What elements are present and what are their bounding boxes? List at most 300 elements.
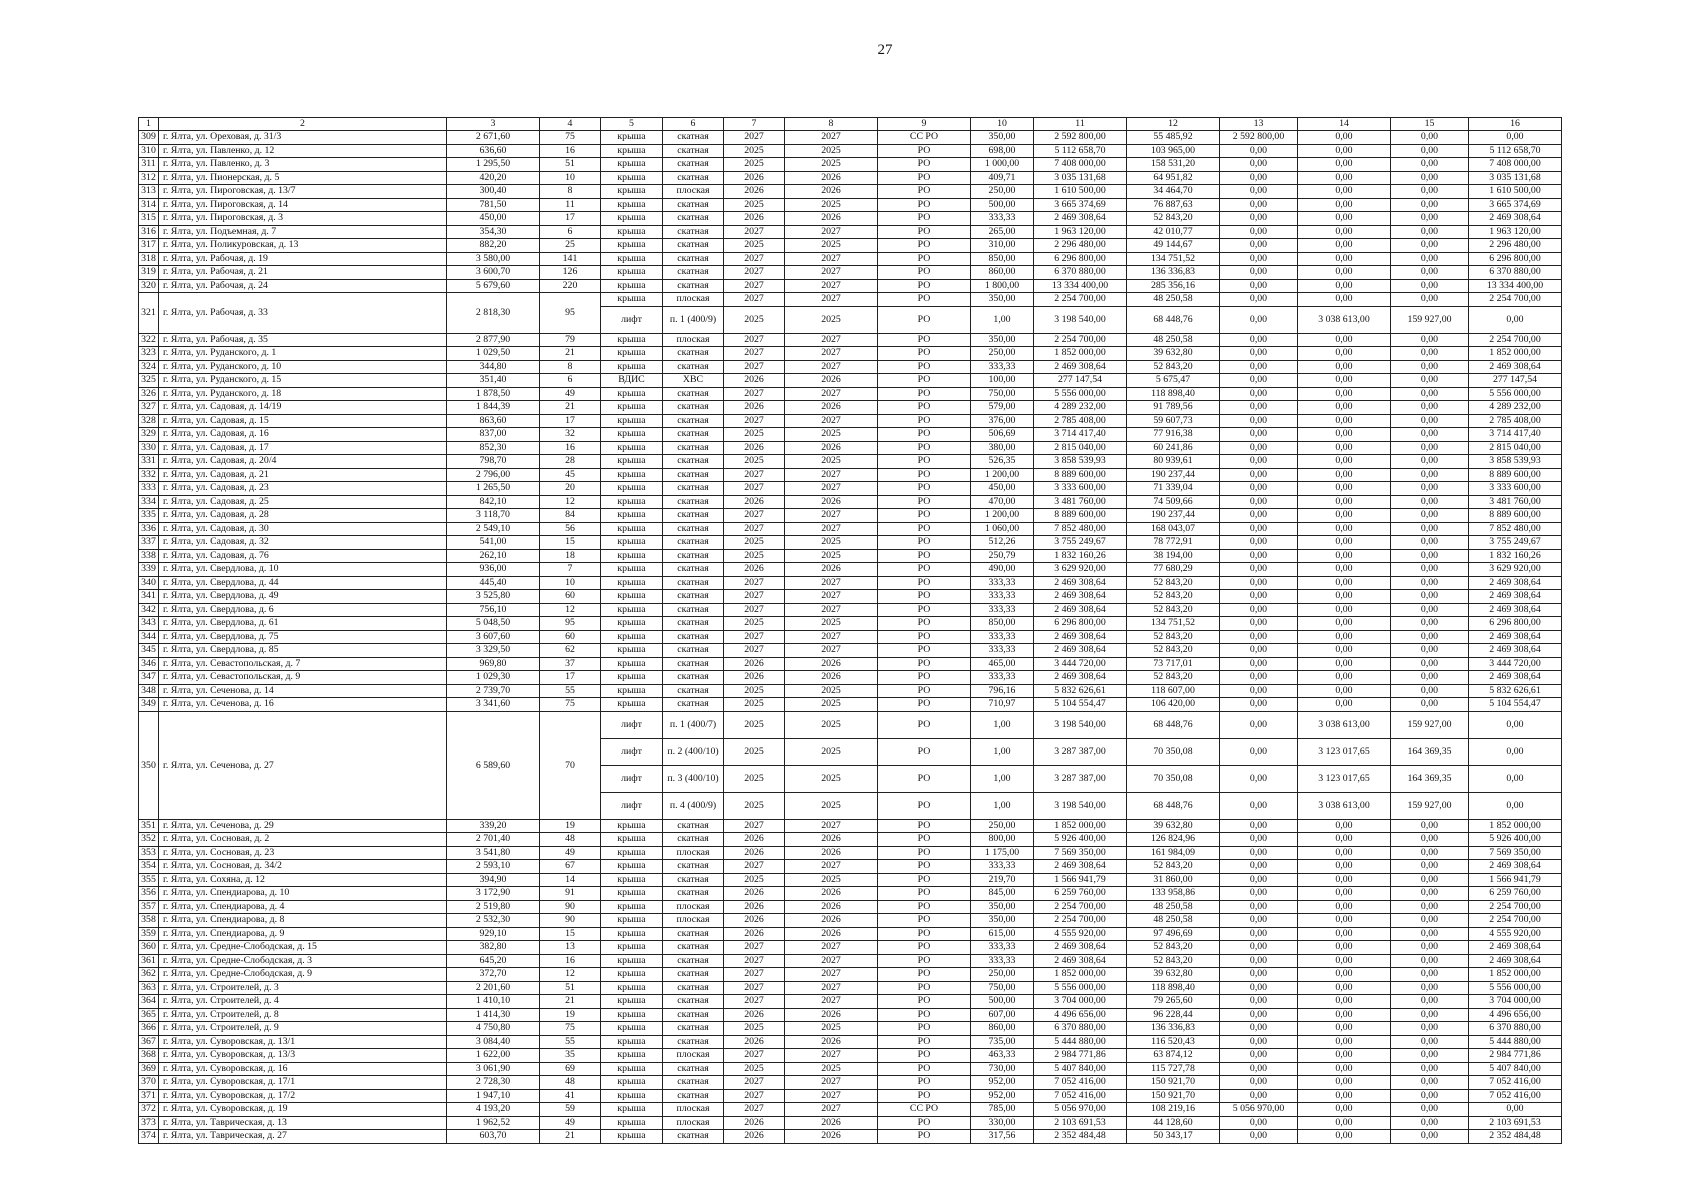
- table-cell: 136 336,83: [1127, 266, 1220, 280]
- table-cell: 1 844,39: [447, 401, 540, 415]
- table-cell: г. Ялта, ул. Спендиарова, д. 10: [159, 887, 447, 901]
- table-cell: 0,00: [1391, 522, 1469, 536]
- table-cell: 8 889 600,00: [1034, 509, 1127, 523]
- table-cell: г. Ялта, ул. Свердлова, д. 85: [159, 644, 447, 658]
- table-cell: РО: [878, 252, 971, 266]
- table-cell: 2025: [724, 738, 785, 765]
- table-cell: скатная: [663, 468, 724, 482]
- table-cell: 357: [139, 900, 159, 914]
- table-cell: 10: [540, 576, 601, 590]
- table-cell: 0,00: [1220, 158, 1298, 172]
- table-cell: 0,00: [1298, 941, 1391, 955]
- table-cell: 0,00: [1298, 266, 1391, 280]
- table-cell: 51: [540, 981, 601, 995]
- table-cell: 0,00: [1298, 576, 1391, 590]
- table-cell: 3 665 374,69: [1034, 198, 1127, 212]
- table-cell: 0,00: [1220, 414, 1298, 428]
- table-cell: 3 714 417,40: [1034, 428, 1127, 442]
- table-cell: 850,00: [971, 617, 1034, 631]
- table-cell: г. Ялта, ул. Суворовская, д. 13/1: [159, 1035, 447, 1049]
- table-cell: РО: [878, 576, 971, 590]
- table-cell: г. Ялта, ул. Ореховая, д. 31/3: [159, 131, 447, 145]
- table-cell: 0,00: [1220, 536, 1298, 550]
- table-cell: РО: [878, 441, 971, 455]
- table-cell: 334: [139, 495, 159, 509]
- table-cell: РО: [878, 792, 971, 819]
- table-cell: РО: [878, 482, 971, 496]
- table-cell: 0,00: [1220, 765, 1298, 792]
- table-row: [139, 185, 1562, 199]
- table-cell: 118 607,00: [1127, 684, 1220, 698]
- table-cell: 0,00: [1391, 144, 1469, 158]
- table-cell: 323: [139, 347, 159, 361]
- table-cell: 0,00: [1220, 468, 1298, 482]
- table-cell: 0,00: [1220, 428, 1298, 442]
- table-cell: 2027: [724, 954, 785, 968]
- table-row: [139, 684, 1562, 698]
- table-cell: 5 056 970,00: [1034, 1103, 1127, 1117]
- table-cell: 2027: [785, 941, 878, 955]
- table-cell: 325: [139, 374, 159, 388]
- table-cell: 78 772,91: [1127, 536, 1220, 550]
- table-cell: скатная: [663, 387, 724, 401]
- table-cell: крыша: [601, 860, 663, 874]
- table-cell: 4 289 232,00: [1034, 401, 1127, 415]
- table-cell: 0,00: [1220, 860, 1298, 874]
- table-cell: 150 921,70: [1127, 1076, 1220, 1090]
- table-cell: 450,00: [447, 212, 540, 226]
- table-cell: 265,00: [971, 225, 1034, 239]
- table-cell: 2 254 700,00: [1034, 293, 1127, 307]
- table-cell: 860,00: [971, 1022, 1034, 1036]
- table-cell: 0,00: [1391, 873, 1469, 887]
- table-cell: крыша: [601, 212, 663, 226]
- table-cell: 2026: [785, 171, 878, 185]
- table-cell: г. Ялта, ул. Руданского, д. 1: [159, 347, 447, 361]
- table-cell: 2025: [724, 792, 785, 819]
- table-cell: 7 052 416,00: [1469, 1089, 1562, 1103]
- table-cell: 16: [540, 954, 601, 968]
- table-cell: 316: [139, 225, 159, 239]
- table-cell: 3 198 540,00: [1034, 306, 1127, 333]
- table-cell: 52 843,20: [1127, 212, 1220, 226]
- table-cell: 2026: [724, 1035, 785, 1049]
- table-cell: крыша: [601, 266, 663, 280]
- table-cell: крыша: [601, 401, 663, 415]
- table-cell: крыша: [601, 252, 663, 266]
- table-cell: 376,00: [971, 414, 1034, 428]
- table-cell: 60: [540, 590, 601, 604]
- table-cell: 0,00: [1298, 981, 1391, 995]
- table-cell: 526,35: [971, 455, 1034, 469]
- table-cell: 6 370 880,00: [1469, 266, 1562, 280]
- table-cell: крыша: [601, 644, 663, 658]
- table-cell: РО: [878, 671, 971, 685]
- table-cell: 350: [139, 711, 159, 819]
- table-cell: 90: [540, 914, 601, 928]
- table-cell: 0,00: [1220, 1008, 1298, 1022]
- table-cell: 161 984,09: [1127, 846, 1220, 860]
- table-cell: 2025: [724, 198, 785, 212]
- table-cell: 0,00: [1298, 1130, 1391, 1144]
- table-cell: 0,00: [1298, 239, 1391, 253]
- table-cell: 91: [540, 887, 601, 901]
- table-cell: 126 824,96: [1127, 833, 1220, 847]
- table-row: [139, 333, 1562, 347]
- table-cell: 63 874,12: [1127, 1049, 1220, 1063]
- table-cell: 250,00: [971, 347, 1034, 361]
- table-cell: 0,00: [1220, 873, 1298, 887]
- table-cell: РО: [878, 536, 971, 550]
- table-cell: крыша: [601, 954, 663, 968]
- table-cell: скатная: [663, 698, 724, 712]
- table-cell: 0,00: [1220, 1062, 1298, 1076]
- table-cell: 333,33: [971, 671, 1034, 685]
- table-cell: 1 610 500,00: [1469, 185, 1562, 199]
- table-cell: 333,33: [971, 590, 1034, 604]
- table-cell: 0,00: [1220, 1022, 1298, 1036]
- table-cell: 311: [139, 158, 159, 172]
- table-cell: 1,00: [971, 738, 1034, 765]
- table-cell: г. Ялта, ул. Средне-Слободская, д. 15: [159, 941, 447, 955]
- table-cell: 2027: [785, 225, 878, 239]
- table-cell: РО: [878, 144, 971, 158]
- table-cell: 0,00: [1391, 1116, 1469, 1130]
- table-cell: СС РО: [878, 1103, 971, 1117]
- table-cell: 356: [139, 887, 159, 901]
- table-cell: 506,69: [971, 428, 1034, 442]
- table-cell: 2027: [785, 590, 878, 604]
- table-cell: скатная: [663, 833, 724, 847]
- table-cell: 2026: [724, 185, 785, 199]
- table-cell: 0,00: [1298, 441, 1391, 455]
- table-cell: 0,00: [1298, 401, 1391, 415]
- table-cell: 340: [139, 576, 159, 590]
- table-cell: 0,00: [1298, 279, 1391, 293]
- table-cell: скатная: [663, 819, 724, 833]
- table-cell: 75: [540, 131, 601, 145]
- table-cell: 0,00: [1298, 1116, 1391, 1130]
- table-cell: 52 843,20: [1127, 360, 1220, 374]
- table-cell: скатная: [663, 482, 724, 496]
- table-cell: РО: [878, 1022, 971, 1036]
- table-cell: 0,00: [1220, 941, 1298, 955]
- table-cell: 21: [540, 995, 601, 1009]
- table-cell: 0,00: [1298, 333, 1391, 347]
- table-cell: г. Ялта, ул. Сосновая, д. 34/2: [159, 860, 447, 874]
- table-cell: СС РО: [878, 131, 971, 145]
- table-cell: 2027: [785, 1089, 878, 1103]
- table-cell: 3 287 387,00: [1034, 765, 1127, 792]
- table-cell: 2027: [724, 279, 785, 293]
- document-sheet: [138, 117, 1562, 1144]
- table-cell: г. Ялта, ул. Садовая, д. 15: [159, 414, 447, 428]
- table-cell: 31 860,00: [1127, 873, 1220, 887]
- table-cell: скатная: [663, 252, 724, 266]
- table-cell: г. Ялта, ул. Суворовская, д. 13/3: [159, 1049, 447, 1063]
- table-cell: 84: [540, 509, 601, 523]
- table-cell: РО: [878, 212, 971, 226]
- table-cell: 1 200,00: [971, 468, 1034, 482]
- table-cell: 2025: [724, 158, 785, 172]
- table-cell: 0,00: [1391, 576, 1469, 590]
- table-cell: 2 254 700,00: [1469, 900, 1562, 914]
- table-cell: 136 336,83: [1127, 1022, 1220, 1036]
- table-cell: 2027: [785, 131, 878, 145]
- table-cell: скатная: [663, 347, 724, 361]
- table-cell: 2 469 308,64: [1034, 576, 1127, 590]
- column-header: 11: [1034, 118, 1127, 131]
- table-cell: 2027: [785, 468, 878, 482]
- table-cell: 2026: [785, 1035, 878, 1049]
- table-cell: 2026: [724, 833, 785, 847]
- table-cell: скатная: [663, 536, 724, 550]
- table-cell: 2 296 480,00: [1469, 239, 1562, 253]
- table-cell: плоская: [663, 333, 724, 347]
- table-cell: РО: [878, 846, 971, 860]
- table-cell: крыша: [601, 509, 663, 523]
- table-cell: 59: [540, 1103, 601, 1117]
- table-cell: 0,00: [1298, 1022, 1391, 1036]
- table-cell: г. Ялта, ул. Подъемная, д. 7: [159, 225, 447, 239]
- table-cell: 607,00: [971, 1008, 1034, 1022]
- table-cell: скатная: [663, 509, 724, 523]
- table-cell: РО: [878, 563, 971, 577]
- table-cell: 333,33: [971, 941, 1034, 955]
- table-cell: 4 555 920,00: [1469, 927, 1562, 941]
- table-cell: 0,00: [1220, 144, 1298, 158]
- table-cell: 863,60: [447, 414, 540, 428]
- table-cell: РО: [878, 266, 971, 280]
- table-cell: 952,00: [971, 1089, 1034, 1103]
- table-row: [139, 279, 1562, 293]
- table-row: [139, 590, 1562, 604]
- table-cell: 0,00: [1220, 576, 1298, 590]
- table-row: [139, 657, 1562, 671]
- table-cell: 3 287 387,00: [1034, 738, 1127, 765]
- table-cell: 750,00: [971, 981, 1034, 995]
- table-row: [139, 198, 1562, 212]
- table-cell: 3 035 131,68: [1469, 171, 1562, 185]
- table-cell: 0,00: [1391, 360, 1469, 374]
- table-cell: 4 193,20: [447, 1103, 540, 1117]
- table-cell: 337: [139, 536, 159, 550]
- table-cell: 0,00: [1298, 374, 1391, 388]
- table-cell: 2025: [724, 239, 785, 253]
- table-cell: 512,26: [971, 536, 1034, 550]
- table-cell: г. Ялта, ул. Таврическая, д. 13: [159, 1116, 447, 1130]
- table-row: [139, 144, 1562, 158]
- table-cell: 60: [540, 630, 601, 644]
- table-cell: 2 352 484,48: [1034, 1130, 1127, 1144]
- table-cell: 15: [540, 536, 601, 550]
- table-cell: 3 704 000,00: [1034, 995, 1127, 1009]
- table-cell: 2026: [724, 671, 785, 685]
- table-cell: 1 566 941,79: [1034, 873, 1127, 887]
- table-cell: 2027: [724, 576, 785, 590]
- table-row: [139, 441, 1562, 455]
- table-cell: крыша: [601, 171, 663, 185]
- table-cell: 603,70: [447, 1130, 540, 1144]
- table-cell: 2 469 308,64: [1469, 576, 1562, 590]
- table-cell: 75: [540, 1022, 601, 1036]
- table-cell: крыша: [601, 1008, 663, 1022]
- table-cell: 0,00: [1220, 225, 1298, 239]
- table-cell: лифт: [601, 711, 663, 738]
- table-cell: 1 000,00: [971, 158, 1034, 172]
- table-cell: 2027: [785, 347, 878, 361]
- table-cell: 0,00: [1298, 657, 1391, 671]
- table-cell: 0,00: [1220, 347, 1298, 361]
- table-cell: 13 334 400,00: [1469, 279, 1562, 293]
- table-cell: 2027: [724, 468, 785, 482]
- table-cell: 2 469 308,64: [1034, 590, 1127, 604]
- table-cell: 13 334 400,00: [1034, 279, 1127, 293]
- table-cell: г. Ялта, ул. Рабочая, д. 21: [159, 266, 447, 280]
- table-cell: 317,56: [971, 1130, 1034, 1144]
- table-cell: 2025: [785, 765, 878, 792]
- table-cell: 3 084,40: [447, 1035, 540, 1049]
- table-cell: 13: [540, 941, 601, 955]
- table-cell: 2 201,60: [447, 981, 540, 995]
- table-cell: крыша: [601, 549, 663, 563]
- table-cell: 1 029,30: [447, 671, 540, 685]
- table-cell: 52 843,20: [1127, 860, 1220, 874]
- table-cell: 2027: [785, 1049, 878, 1063]
- table-cell: крыша: [601, 590, 663, 604]
- table-cell: 0,00: [1391, 131, 1469, 145]
- column-header: 6: [663, 118, 724, 131]
- table-cell: скатная: [663, 644, 724, 658]
- table-cell: г. Ялта, ул. Суворовская, д. 16: [159, 1062, 447, 1076]
- table-cell: крыша: [601, 225, 663, 239]
- table-cell: 64 951,82: [1127, 171, 1220, 185]
- table-cell: 108 219,16: [1127, 1103, 1220, 1117]
- table-cell: 4 555 920,00: [1034, 927, 1127, 941]
- table-row: [139, 576, 1562, 590]
- table-cell: 25: [540, 239, 601, 253]
- table-cell: 0,00: [1391, 401, 1469, 415]
- table-cell: 2 352 484,48: [1469, 1130, 1562, 1144]
- table-cell: 0,00: [1220, 630, 1298, 644]
- table-cell: 133 958,86: [1127, 887, 1220, 901]
- table-cell: крыша: [601, 630, 663, 644]
- table-cell: 2025: [785, 873, 878, 887]
- table-cell: 2025: [785, 428, 878, 442]
- table-cell: 3 198 540,00: [1034, 792, 1127, 819]
- table-cell: 0,00: [1298, 495, 1391, 509]
- table-cell: 2027: [724, 414, 785, 428]
- table-cell: 322: [139, 333, 159, 347]
- table-cell: 2 254 700,00: [1034, 333, 1127, 347]
- table-cell: 5 056 970,00: [1220, 1103, 1298, 1117]
- table-cell: 8 889 600,00: [1469, 509, 1562, 523]
- table-cell: РО: [878, 860, 971, 874]
- table-cell: 2027: [785, 644, 878, 658]
- table-cell: 373: [139, 1116, 159, 1130]
- table-cell: 312: [139, 171, 159, 185]
- table-cell: 2026: [724, 495, 785, 509]
- table-cell: скатная: [663, 549, 724, 563]
- table-row: [139, 833, 1562, 847]
- table-cell: г. Ялта, ул. Свердлова, д. 44: [159, 576, 447, 590]
- table-cell: 0,00: [1391, 819, 1469, 833]
- table-cell: 12: [540, 968, 601, 982]
- table-cell: 350,00: [971, 333, 1034, 347]
- table-cell: 0,00: [1298, 914, 1391, 928]
- table-cell: 0,00: [1391, 1022, 1469, 1036]
- table-cell: крыша: [601, 833, 663, 847]
- table-cell: 6 296 800,00: [1034, 252, 1127, 266]
- table-cell: 68 448,76: [1127, 792, 1220, 819]
- table-row: [139, 252, 1562, 266]
- table-cell: 2027: [724, 603, 785, 617]
- table-cell: РО: [878, 509, 971, 523]
- table-cell: 12: [540, 495, 601, 509]
- table-cell: 1 852 000,00: [1469, 347, 1562, 361]
- table-cell: 2027: [785, 414, 878, 428]
- table-row: [139, 981, 1562, 995]
- table-cell: 4 496 656,00: [1469, 1008, 1562, 1022]
- table-cell: 3 481 760,00: [1469, 495, 1562, 509]
- table-cell: 3 038 613,00: [1298, 306, 1391, 333]
- table-cell: 2025: [785, 158, 878, 172]
- table-cell: 1,00: [971, 306, 1034, 333]
- table-cell: 68 448,76: [1127, 306, 1220, 333]
- table-cell: 445,40: [447, 576, 540, 590]
- table-cell: 2025: [785, 306, 878, 333]
- table-cell: 490,00: [971, 563, 1034, 577]
- table-cell: 2027: [724, 1076, 785, 1090]
- table-cell: 0,00: [1220, 495, 1298, 509]
- table-cell: 2027: [785, 482, 878, 496]
- table-cell: 328: [139, 414, 159, 428]
- table-cell: 5 556 000,00: [1034, 981, 1127, 995]
- table-cell: 16: [540, 441, 601, 455]
- table-cell: 2027: [724, 860, 785, 874]
- table-cell: крыша: [601, 441, 663, 455]
- table-cell: 500,00: [971, 198, 1034, 212]
- table-cell: 5 407 840,00: [1034, 1062, 1127, 1076]
- table-cell: 0,00: [1391, 428, 1469, 442]
- table-row: [139, 239, 1562, 253]
- table-cell: 0,00: [1298, 387, 1391, 401]
- table-cell: 141: [540, 252, 601, 266]
- column-header: 4: [540, 118, 601, 131]
- column-header: 12: [1127, 118, 1220, 131]
- table-cell: РО: [878, 873, 971, 887]
- table-cell: 615,00: [971, 927, 1034, 941]
- table-cell: г. Ялта, ул. Строителей, д. 4: [159, 995, 447, 1009]
- table-cell: г. Ялта, ул. Сеченова, д. 27: [159, 711, 447, 819]
- table-cell: РО: [878, 941, 971, 955]
- table-cell: 2025: [724, 428, 785, 442]
- table-cell: 285 356,16: [1127, 279, 1220, 293]
- table-cell: 2 469 308,64: [1034, 212, 1127, 226]
- table-cell: скатная: [663, 158, 724, 172]
- table-cell: 842,10: [447, 495, 540, 509]
- table-cell: 327: [139, 401, 159, 415]
- table-cell: 0,00: [1298, 1049, 1391, 1063]
- table-cell: скатная: [663, 414, 724, 428]
- table-cell: 2 469 308,64: [1034, 603, 1127, 617]
- table-cell: 96 228,44: [1127, 1008, 1220, 1022]
- table-cell: 342: [139, 603, 159, 617]
- table-cell: 0,00: [1220, 954, 1298, 968]
- table-cell: 0,00: [1391, 590, 1469, 604]
- table-cell: РО: [878, 1062, 971, 1076]
- table-cell: 2026: [724, 401, 785, 415]
